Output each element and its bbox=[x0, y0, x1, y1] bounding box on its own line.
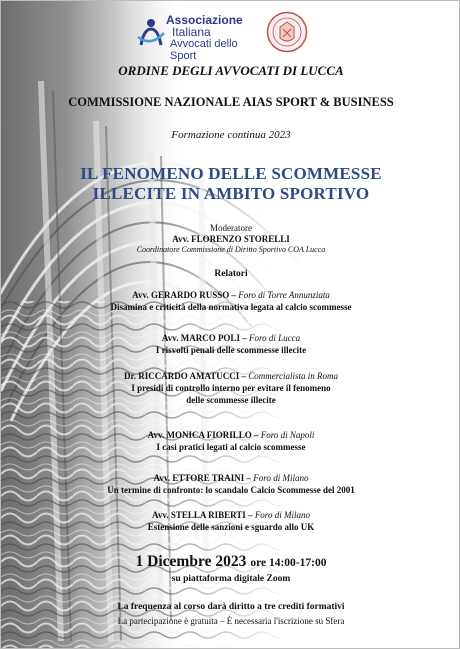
speaker-topic: Un termine di confronto: lo scandalo Calcio Scommesse del 2001 bbox=[107, 485, 355, 495]
training-label: Formazione continua 2023 bbox=[171, 129, 291, 141]
speaker-separator: – bbox=[251, 430, 261, 440]
moderator-name: Avv. FLORENZO STORELLI bbox=[172, 234, 290, 244]
speaker-affiliation: Foro di Lucca bbox=[248, 333, 301, 343]
event-title-line1: IL FENOMENO DELLE SCOMMESSE bbox=[80, 164, 382, 183]
speaker-block bbox=[1, 429, 460, 453]
speaker-separator: – bbox=[239, 371, 249, 381]
speaker-separator: – bbox=[245, 510, 255, 520]
aias-name-line1: Associazione bbox=[166, 13, 243, 27]
speaker-separator: – bbox=[244, 473, 254, 483]
speaker-block bbox=[1, 472, 460, 496]
speaker-topic-cont: delle scommesse illecite bbox=[186, 395, 276, 405]
speaker-name: Avv. STELLA RIBERTI bbox=[152, 510, 246, 520]
event-title-line2: ILLECITE IN AMBITO SPORTIVO bbox=[92, 184, 370, 203]
event-date: 1 Dicembre 2023 bbox=[135, 553, 247, 570]
speaker-topic: I casi pratici legati al calcio scommesse bbox=[156, 442, 306, 452]
speaker-affiliation: Foro di Napoli bbox=[260, 430, 315, 440]
speaker-affiliation: Foro di Milano bbox=[253, 473, 309, 483]
speaker-affiliation: Commercialista in Roma bbox=[248, 371, 338, 381]
speaker-line bbox=[1, 429, 460, 441]
speaker-block bbox=[1, 370, 460, 406]
moderator-heading: Moderatore bbox=[210, 223, 252, 233]
event-time: ore 14:00-17:00 bbox=[250, 557, 327, 569]
speaker-line bbox=[1, 332, 460, 344]
speaker-line bbox=[1, 472, 460, 484]
speaker-line bbox=[1, 370, 460, 382]
event-title bbox=[1, 164, 460, 204]
speaker-name: Avv. GERARDO RUSSO bbox=[132, 290, 230, 300]
aias-emblem-icon bbox=[136, 17, 166, 51]
speaker-block bbox=[1, 332, 460, 356]
speaker-affiliation: Foro di Torre Annunziata bbox=[238, 290, 330, 300]
speaker-name: Dr. RICCARDO AMATUCCI bbox=[124, 371, 240, 381]
speaker-name: Avv. MONICA FIORILLO bbox=[147, 430, 252, 440]
speaker-separator: – bbox=[239, 333, 249, 343]
speaker-topic: Estensione delle sanzioni e sguardo allo UK bbox=[147, 522, 315, 532]
speaker-name: Avv. MARCO POLI bbox=[161, 333, 240, 343]
speaker-block bbox=[1, 289, 460, 313]
registration-note: La partecipazione è gratuita – È necessaria l'iscrizione su Sfera bbox=[117, 616, 345, 626]
speaker-name: Avv. ETTORE TRAINI bbox=[153, 473, 245, 483]
event-date-line bbox=[1, 553, 460, 571]
aias-name-line3: Avvocati dello Sport bbox=[170, 38, 238, 62]
aias-logo-text bbox=[166, 14, 257, 62]
speaker-line bbox=[1, 509, 460, 521]
moderator-section bbox=[1, 223, 460, 254]
event-platform: su piattaforma digitale Zoom bbox=[171, 574, 291, 584]
speaker-affiliation: Foro di Milano bbox=[254, 510, 310, 520]
bar-association-seal-icon bbox=[266, 11, 308, 53]
speakers-heading: Relatori bbox=[214, 269, 248, 279]
aias-name-line2: Italiana bbox=[172, 25, 211, 39]
speaker-topic: I presidi di controllo interno per evitare il fenomeno bbox=[131, 383, 331, 393]
speaker-separator: – bbox=[229, 290, 239, 300]
speaker-block bbox=[1, 509, 460, 533]
moderator-role: Coordinatore Commissione di Diritto Sportivo COA Lucca bbox=[136, 245, 326, 254]
speaker-topic: Disamina e criticità della normativa legata al calcio scommesse bbox=[110, 302, 352, 312]
credits-note: La frequenza al corso darà diritto a tre crediti formativi bbox=[117, 602, 345, 612]
bar-association-name: ORDINE DEGLI AVVOCATI DI LUCCA bbox=[118, 63, 344, 78]
speaker-line bbox=[1, 289, 460, 301]
aias-logo bbox=[132, 11, 257, 62]
commission-name: COMMISSIONE NAZIONALE AIAS SPORT & BUSINESS bbox=[68, 95, 394, 109]
speaker-topic: I risvolti penali delle scommesse illecite bbox=[155, 345, 307, 355]
